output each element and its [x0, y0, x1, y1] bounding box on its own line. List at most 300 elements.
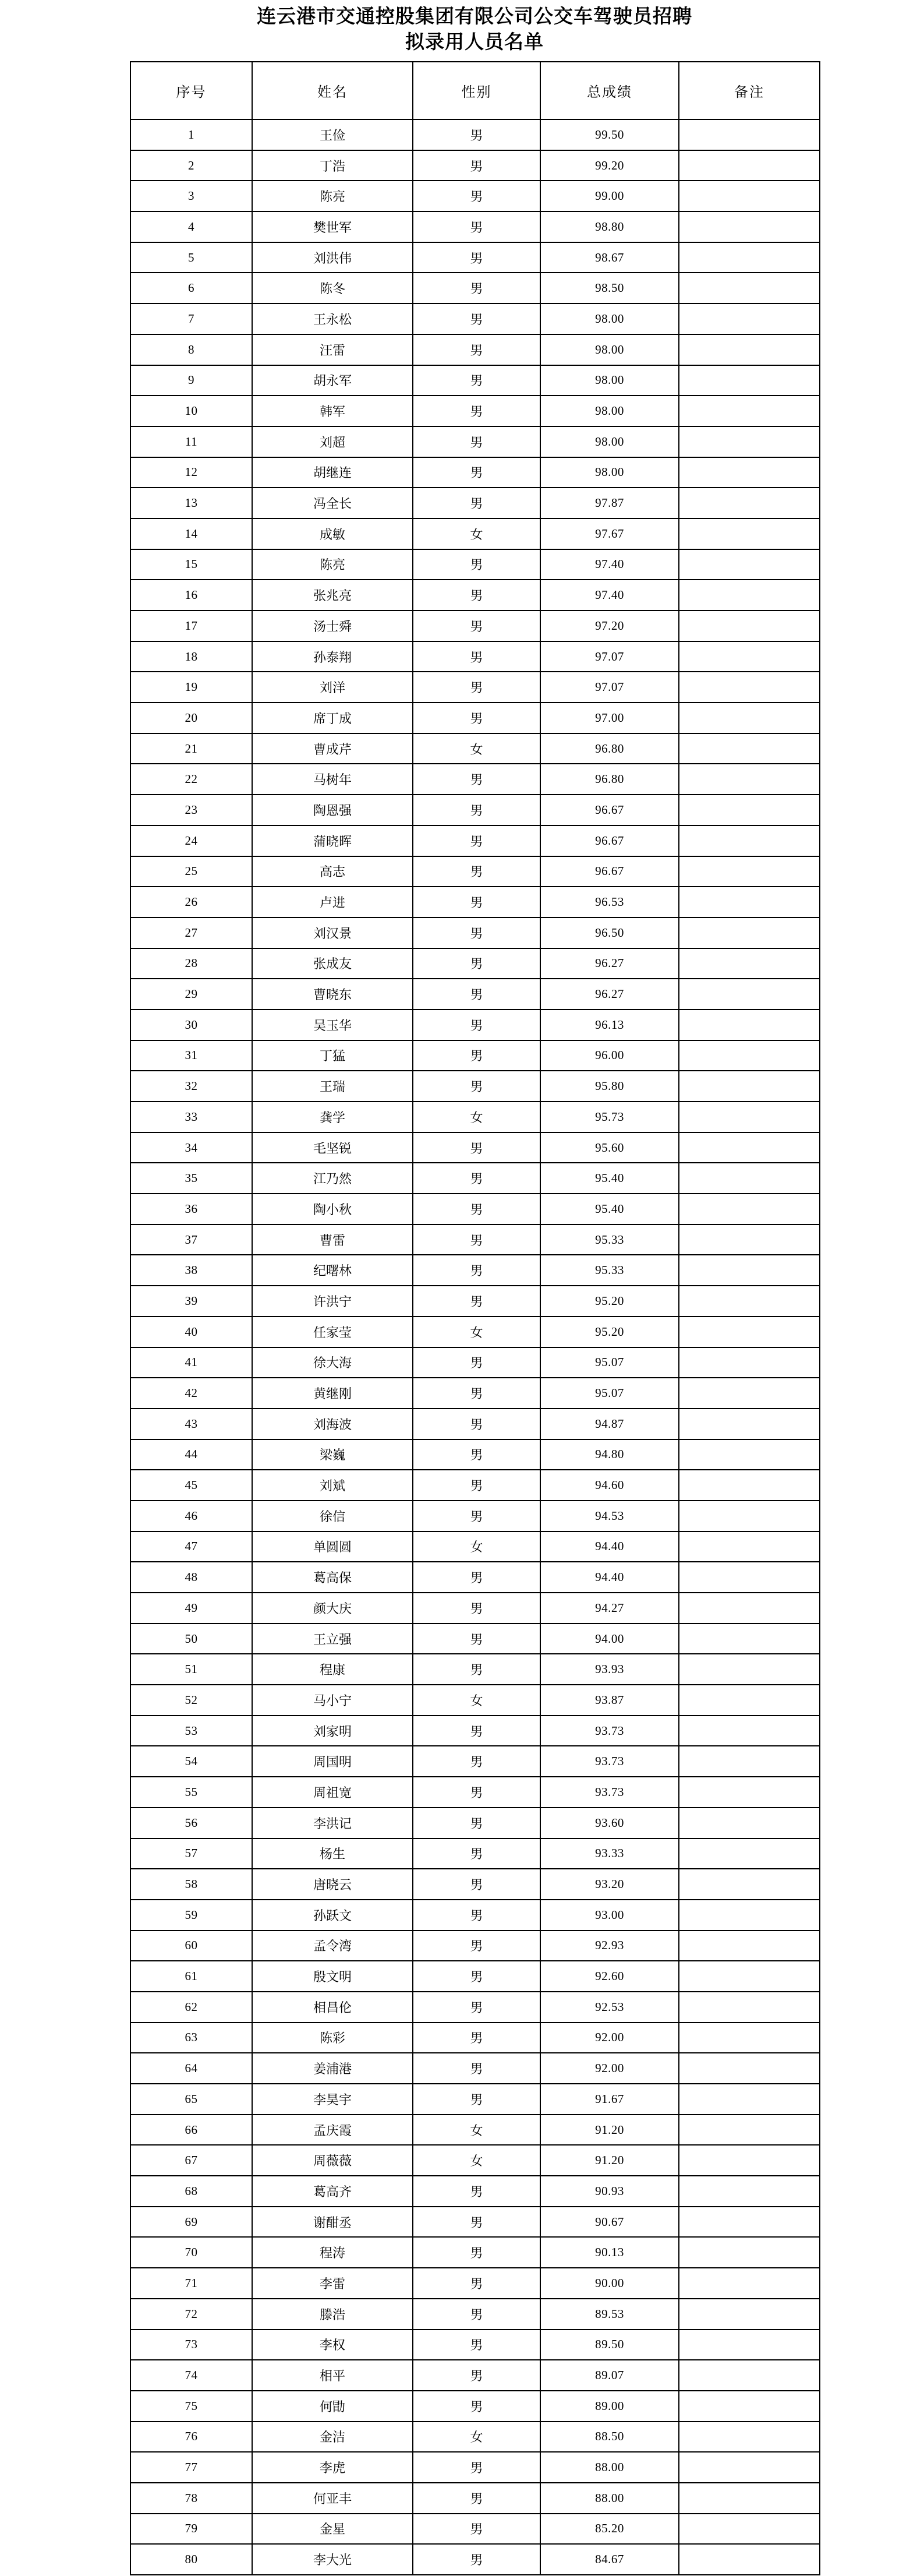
cell-remark [679, 2360, 820, 2391]
table-row [130, 2391, 820, 2422]
cell-no: 33 [130, 1102, 252, 1132]
cell-remark [679, 825, 820, 856]
table-row [130, 1163, 820, 1194]
cell-name: 何勖 [252, 2391, 413, 2422]
cell-remark [679, 2544, 820, 2575]
cell-remark [679, 1869, 820, 1900]
table-row [130, 795, 820, 825]
table-row [130, 1378, 820, 1409]
cell-name: 孟令湾 [252, 1931, 413, 1961]
cell-score: 89.53 [540, 2299, 679, 2330]
cell-remark [679, 1716, 820, 1746]
cell-gender: 男 [413, 1808, 540, 1839]
header-cell-no: 序号 [130, 62, 252, 119]
cell-name: 胡继连 [252, 457, 413, 488]
cell-score: 92.00 [540, 2053, 679, 2084]
table-row [130, 119, 820, 150]
cell-gender: 男 [413, 365, 540, 396]
cell-gender: 男 [413, 795, 540, 825]
cell-gender: 男 [413, 150, 540, 181]
cell-gender: 男 [413, 1010, 540, 1040]
cell-no: 7 [130, 304, 252, 334]
cell-no: 28 [130, 948, 252, 979]
cell-no: 15 [130, 549, 252, 580]
cell-remark [679, 1378, 820, 1409]
cell-no: 22 [130, 764, 252, 795]
cell-score: 95.07 [540, 1378, 679, 1409]
cell-name: 葛高保 [252, 1562, 413, 1593]
cell-remark [679, 703, 820, 733]
table-row [130, 887, 820, 918]
cell-remark [679, 1900, 820, 1931]
cell-no: 77 [130, 2452, 252, 2483]
cell-remark [679, 2023, 820, 2053]
cell-score: 96.00 [540, 1040, 679, 1071]
cell-score: 97.87 [540, 488, 679, 518]
table-row [130, 1439, 820, 1470]
cell-remark [679, 1317, 820, 1347]
table-row [130, 2360, 820, 2391]
cell-gender: 男 [413, 764, 540, 795]
cell-no: 35 [130, 1163, 252, 1194]
table-row [130, 1071, 820, 1102]
table-row [130, 918, 820, 948]
cell-no: 27 [130, 918, 252, 948]
cell-score: 98.80 [540, 211, 679, 242]
table-row [130, 488, 820, 518]
cell-no: 1 [130, 119, 252, 150]
cell-name: 成敏 [252, 518, 413, 549]
cell-score: 96.27 [540, 979, 679, 1010]
cell-score: 90.67 [540, 2207, 679, 2238]
table-row [130, 2330, 820, 2360]
cell-gender: 女 [413, 2422, 540, 2453]
cell-name: 韩军 [252, 396, 413, 426]
cell-score: 97.07 [540, 641, 679, 672]
cell-gender: 男 [413, 1562, 540, 1593]
cell-score: 88.00 [540, 2483, 679, 2514]
cell-no: 80 [130, 2544, 252, 2575]
cell-remark [679, 1992, 820, 2023]
cell-score: 92.00 [540, 2023, 679, 2053]
cell-remark [679, 948, 820, 979]
cell-remark [679, 2330, 820, 2360]
table-row [130, 2544, 820, 2575]
cell-name: 相昌伦 [252, 1992, 413, 2023]
cell-no: 43 [130, 1409, 252, 1439]
table-row [130, 733, 820, 764]
cell-name: 颜大庆 [252, 1593, 413, 1624]
cell-gender: 男 [413, 1839, 540, 1869]
cell-no: 36 [130, 1194, 252, 1225]
cell-remark [679, 119, 820, 150]
cell-no: 19 [130, 672, 252, 703]
cell-name: 丁猛 [252, 1040, 413, 1071]
cell-no: 49 [130, 1593, 252, 1624]
cell-remark [679, 2207, 820, 2238]
cell-no: 31 [130, 1040, 252, 1071]
cell-no: 50 [130, 1624, 252, 1654]
cell-score: 95.60 [540, 1132, 679, 1163]
cell-name: 毛坚锐 [252, 1132, 413, 1163]
cell-name: 李大光 [252, 2544, 413, 2575]
cell-score: 98.00 [540, 334, 679, 365]
cell-remark [679, 672, 820, 703]
cell-name: 周薇薇 [252, 2145, 413, 2176]
cell-score: 85.20 [540, 2514, 679, 2545]
cell-name: 孙泰翔 [252, 641, 413, 672]
cell-name: 马树年 [252, 764, 413, 795]
cell-score: 96.67 [540, 795, 679, 825]
cell-name: 陈彩 [252, 2023, 413, 2053]
table-row [130, 1992, 820, 2023]
cell-no: 39 [130, 1286, 252, 1317]
cell-score: 98.00 [540, 426, 679, 457]
cell-gender: 男 [413, 1378, 540, 1409]
cell-score: 94.80 [540, 1439, 679, 1470]
cell-remark [679, 2391, 820, 2422]
cell-score: 95.20 [540, 1286, 679, 1317]
table-row [130, 2452, 820, 2483]
cell-score: 95.73 [540, 1102, 679, 1132]
cell-gender: 男 [413, 887, 540, 918]
table-row [130, 457, 820, 488]
cell-remark [679, 1010, 820, 1040]
cell-name: 谢酣丞 [252, 2207, 413, 2238]
table-row [130, 1132, 820, 1163]
cell-remark [679, 1532, 820, 1562]
cell-gender: 男 [413, 2452, 540, 2483]
header-cell-gender: 性别 [413, 62, 540, 119]
cell-name: 李虎 [252, 2452, 413, 2483]
cell-no: 38 [130, 1255, 252, 1286]
cell-score: 93.33 [540, 1839, 679, 1869]
cell-score: 95.20 [540, 1317, 679, 1347]
cell-name: 王立强 [252, 1624, 413, 1654]
table-row [130, 2115, 820, 2146]
cell-no: 74 [130, 2360, 252, 2391]
cell-gender: 男 [413, 2299, 540, 2330]
cell-gender: 男 [413, 2237, 540, 2268]
cell-score: 90.00 [540, 2268, 679, 2299]
cell-name: 李昊宇 [252, 2084, 413, 2115]
cell-name: 纪曙林 [252, 1255, 413, 1286]
table-row [130, 304, 820, 334]
cell-no: 2 [130, 150, 252, 181]
cell-name: 姜浦港 [252, 2053, 413, 2084]
cell-no: 48 [130, 1562, 252, 1593]
cell-gender: 男 [413, 242, 540, 273]
cell-gender: 男 [413, 1869, 540, 1900]
cell-gender: 女 [413, 518, 540, 549]
cell-gender: 男 [413, 457, 540, 488]
cell-remark [679, 1808, 820, 1839]
cell-remark [679, 426, 820, 457]
cell-name: 冯全长 [252, 488, 413, 518]
table-row [130, 2176, 820, 2207]
cell-remark [679, 549, 820, 580]
table-row [130, 1685, 820, 1716]
cell-name: 刘汉景 [252, 918, 413, 948]
cell-remark [679, 2514, 820, 2545]
cell-no: 66 [130, 2115, 252, 2146]
cell-remark [679, 2483, 820, 2514]
cell-score: 93.73 [540, 1777, 679, 1808]
cell-no: 62 [130, 1992, 252, 2023]
cell-gender: 男 [413, 1501, 540, 1532]
cell-gender: 男 [413, 1255, 540, 1286]
cell-gender: 男 [413, 825, 540, 856]
cell-gender: 男 [413, 334, 540, 365]
cell-no: 63 [130, 2023, 252, 2053]
cell-no: 65 [130, 2084, 252, 2115]
cell-no: 34 [130, 1132, 252, 1163]
cell-no: 58 [130, 1869, 252, 1900]
cell-no: 21 [130, 733, 252, 764]
cell-score: 96.27 [540, 948, 679, 979]
table-row [130, 365, 820, 396]
table-row [130, 1808, 820, 1839]
cell-gender: 男 [413, 1286, 540, 1317]
cell-gender: 男 [413, 1654, 540, 1685]
cell-score: 93.60 [540, 1808, 679, 1839]
cell-name: 何亚丰 [252, 2483, 413, 2514]
cell-score: 97.67 [540, 518, 679, 549]
cell-remark [679, 1931, 820, 1961]
header-cell-remark: 备注 [679, 62, 820, 119]
table-row [130, 1225, 820, 1255]
cell-remark [679, 1409, 820, 1439]
cell-name: 周国明 [252, 1746, 413, 1777]
cell-no: 6 [130, 273, 252, 304]
cell-remark [679, 488, 820, 518]
table-row [130, 1624, 820, 1654]
cell-score: 89.00 [540, 2391, 679, 2422]
cell-no: 24 [130, 825, 252, 856]
table-row [130, 334, 820, 365]
cell-name: 任家莹 [252, 1317, 413, 1347]
header-cell-score: 总成绩 [540, 62, 679, 119]
cell-score: 92.93 [540, 1931, 679, 1961]
cell-no: 44 [130, 1439, 252, 1470]
cell-name: 陈亮 [252, 549, 413, 580]
cell-name: 丁浩 [252, 150, 413, 181]
cell-score: 96.67 [540, 856, 679, 887]
cell-gender: 男 [413, 181, 540, 211]
cell-score: 94.40 [540, 1562, 679, 1593]
cell-gender: 男 [413, 1040, 540, 1071]
table-row [130, 641, 820, 672]
cell-name: 王永松 [252, 304, 413, 334]
cell-no: 59 [130, 1900, 252, 1931]
table-header [130, 62, 820, 119]
cell-score: 88.00 [540, 2452, 679, 2483]
cell-score: 90.13 [540, 2237, 679, 2268]
table-row [130, 1347, 820, 1378]
cell-no: 23 [130, 795, 252, 825]
cell-remark [679, 1624, 820, 1654]
cell-name: 唐晓云 [252, 1869, 413, 1900]
cell-gender: 男 [413, 1194, 540, 1225]
table-row [130, 1716, 820, 1746]
cell-gender: 男 [413, 1992, 540, 2023]
cell-remark [679, 242, 820, 273]
table-row [130, 2084, 820, 2115]
table-row [130, 1654, 820, 1685]
cell-score: 94.40 [540, 1532, 679, 1562]
cell-remark [679, 1501, 820, 1532]
cell-name: 李权 [252, 2330, 413, 2360]
cell-gender: 女 [413, 733, 540, 764]
table-row [130, 856, 820, 887]
cell-name: 马小宁 [252, 1685, 413, 1716]
cell-no: 61 [130, 1961, 252, 1992]
table-row [130, 1562, 820, 1593]
table-row [130, 672, 820, 703]
cell-remark [679, 611, 820, 641]
cell-name: 陶小秋 [252, 1194, 413, 1225]
cell-no: 8 [130, 334, 252, 365]
cell-remark [679, 1132, 820, 1163]
table-row [130, 1286, 820, 1317]
cell-gender: 男 [413, 2176, 540, 2207]
cell-score: 94.53 [540, 1501, 679, 1532]
cell-no: 73 [130, 2330, 252, 2360]
cell-remark [679, 1777, 820, 1808]
cell-gender: 男 [413, 1347, 540, 1378]
cell-no: 14 [130, 518, 252, 549]
cell-gender: 男 [413, 2360, 540, 2391]
cell-score: 98.00 [540, 304, 679, 334]
cell-no: 71 [130, 2268, 252, 2299]
cell-no: 72 [130, 2299, 252, 2330]
cell-no: 64 [130, 2053, 252, 2084]
cell-name: 刘洪伟 [252, 242, 413, 273]
cell-score: 98.00 [540, 457, 679, 488]
cell-remark [679, 273, 820, 304]
cell-remark [679, 1961, 820, 1992]
cell-score: 84.67 [540, 2544, 679, 2575]
cell-gender: 男 [413, 2330, 540, 2360]
cell-remark [679, 181, 820, 211]
cell-remark [679, 304, 820, 334]
cell-gender: 男 [413, 1163, 540, 1194]
cell-gender: 女 [413, 1102, 540, 1132]
cell-gender: 男 [413, 1716, 540, 1746]
cell-score: 93.73 [540, 1716, 679, 1746]
cell-score: 96.53 [540, 887, 679, 918]
cell-score: 94.27 [540, 1593, 679, 1624]
cell-remark [679, 2452, 820, 2483]
cell-no: 12 [130, 457, 252, 488]
header-cell-name: 姓名 [252, 62, 413, 119]
cell-gender: 男 [413, 426, 540, 457]
document-header [130, 0, 819, 55]
cell-gender: 男 [413, 1931, 540, 1961]
cell-score: 96.80 [540, 764, 679, 795]
cell-name: 刘斌 [252, 1470, 413, 1501]
cell-score: 99.50 [540, 119, 679, 150]
cell-no: 79 [130, 2514, 252, 2545]
cell-gender: 男 [413, 2514, 540, 2545]
cell-remark [679, 1654, 820, 1685]
cell-name: 周祖宽 [252, 1777, 413, 1808]
table-row [130, 1501, 820, 1532]
cell-score: 94.00 [540, 1624, 679, 1654]
cell-score: 93.93 [540, 1654, 679, 1685]
table-row [130, 1040, 820, 1071]
cell-gender: 男 [413, 2268, 540, 2299]
table-row [130, 2422, 820, 2453]
cell-gender: 男 [413, 1624, 540, 1654]
cell-no: 69 [130, 2207, 252, 2238]
cell-no: 47 [130, 1532, 252, 1562]
cell-no: 57 [130, 1839, 252, 1869]
cell-name: 徐信 [252, 1501, 413, 1532]
cell-no: 4 [130, 211, 252, 242]
cell-gender: 男 [413, 703, 540, 733]
cell-name: 刘超 [252, 426, 413, 457]
cell-no: 45 [130, 1470, 252, 1501]
table-row [130, 1010, 820, 1040]
cell-no: 51 [130, 1654, 252, 1685]
cell-name: 张兆亮 [252, 580, 413, 611]
table-row [130, 2237, 820, 2268]
table-row [130, 1593, 820, 1624]
table-row [130, 273, 820, 304]
cell-name: 程涛 [252, 2237, 413, 2268]
cell-no: 9 [130, 365, 252, 396]
cell-no: 78 [130, 2483, 252, 2514]
cell-gender: 男 [413, 488, 540, 518]
cell-name: 刘海波 [252, 1409, 413, 1439]
cell-score: 98.50 [540, 273, 679, 304]
table-row [130, 181, 820, 211]
cell-score: 95.33 [540, 1225, 679, 1255]
cell-remark [679, 518, 820, 549]
cell-score: 91.67 [540, 2084, 679, 2115]
table-row [130, 1869, 820, 1900]
cell-no: 68 [130, 2176, 252, 2207]
cell-gender: 男 [413, 641, 540, 672]
cell-name: 汪雷 [252, 334, 413, 365]
cell-remark [679, 1255, 820, 1286]
table-row [130, 242, 820, 273]
cell-name: 胡永军 [252, 365, 413, 396]
cell-remark [679, 764, 820, 795]
cell-score: 91.20 [540, 2115, 679, 2146]
cell-score: 98.67 [540, 242, 679, 273]
cell-no: 76 [130, 2422, 252, 2453]
cell-gender: 女 [413, 1317, 540, 1347]
cell-no: 42 [130, 1378, 252, 1409]
table-row [130, 1470, 820, 1501]
cell-name: 江乃然 [252, 1163, 413, 1194]
cell-name: 汤士舜 [252, 611, 413, 641]
cell-remark [679, 1562, 820, 1593]
cell-no: 20 [130, 703, 252, 733]
cell-score: 93.87 [540, 1685, 679, 1716]
cell-no: 29 [130, 979, 252, 1010]
cell-name: 陈亮 [252, 181, 413, 211]
cell-gender: 男 [413, 2483, 540, 2514]
cell-no: 13 [130, 488, 252, 518]
table-row [130, 211, 820, 242]
cell-gender: 男 [413, 1409, 540, 1439]
cell-no: 16 [130, 580, 252, 611]
table-row [130, 580, 820, 611]
table-row [130, 1777, 820, 1808]
